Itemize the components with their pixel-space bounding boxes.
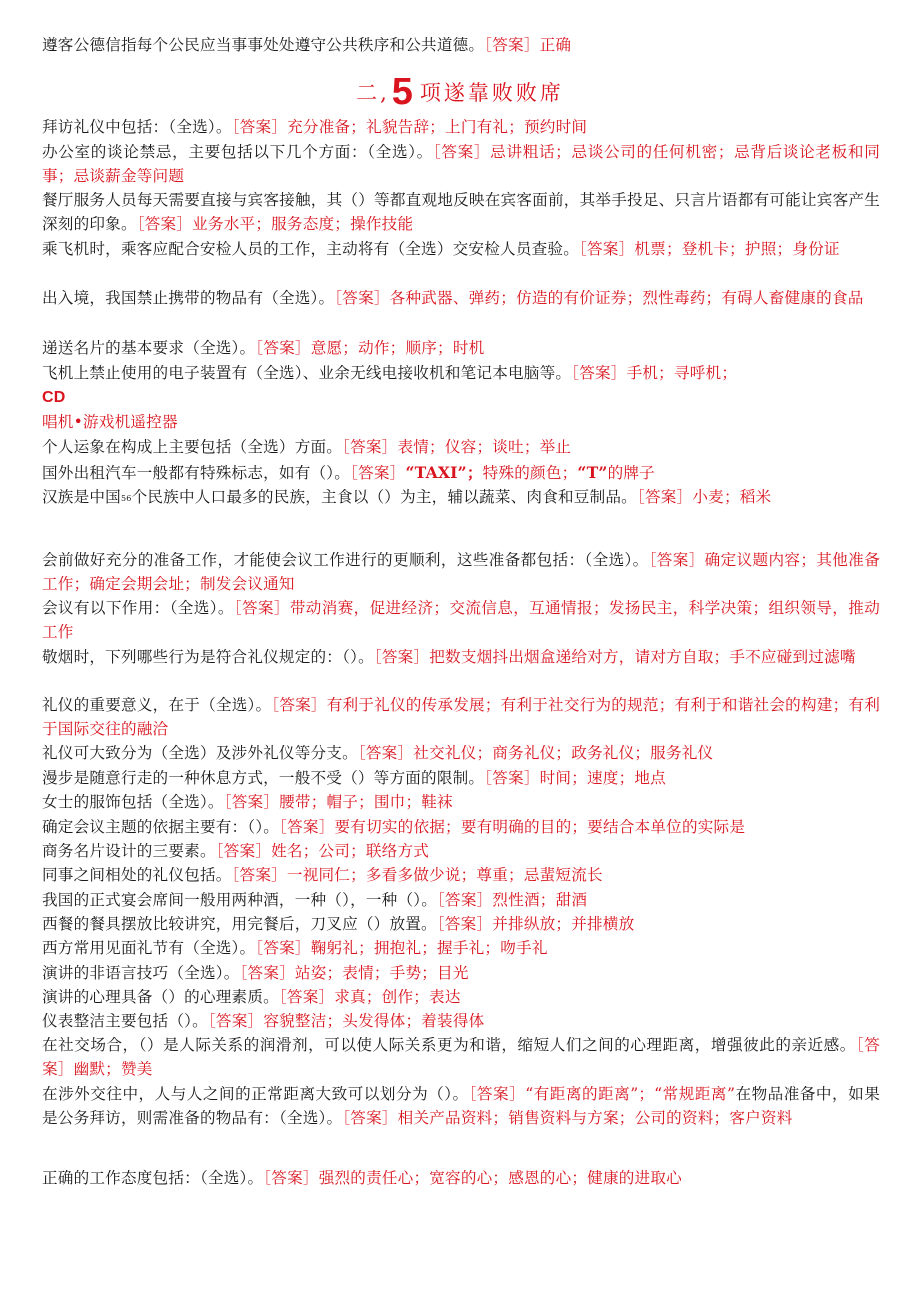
qa-line [42,362,880,386]
answer-text: 唱机•游戏机遥控器 [42,413,178,431]
answer-text: ［答案］求真；创作；表达 [278,988,461,1006]
answer-text: ［答案］业务水平；服务态度；操作技能 [136,214,414,233]
question-text: 会前做好充分的准备工作，才能使会议工作进行的更顺利，这些准备都包括：（全选）。 [42,551,649,569]
answer-text: ［答案］意愿；动作；顺序；时机 [255,339,485,357]
qa-line [42,986,880,1010]
answer-text: ［答案］各种武器、弹药；仿造的有价证券；烈性毒药；有碍人畜健康的食品 [334,289,864,307]
answer-text: ［答案］有利于礼仪的传承发展；有利于社交行为的规范；有利于和谐社会的构建；有利于国际交往的融洽 [42,696,880,738]
qa-line [42,962,880,986]
qa-line [42,913,880,937]
answer-text: ［答案］社交礼仪；商务礼仪；政务礼仪；服务礼仪 [357,744,714,762]
qa-line [42,597,880,644]
answer-part: 的牌子 [607,464,655,482]
answer-text: ［答案］机票；登机卡；护照；身份证 [579,240,840,258]
question-text: 在社交场合，（）是人际关系的润滑剂，可以使人际关系更为和谐，缩短人们之间的心理距离，增强彼此的亲近感。 [42,1036,856,1054]
qa-line-continuation [42,411,880,435]
qa-line [42,767,880,791]
question-text: 礼仪的重要意义，在于（全选）。 [42,696,272,714]
question-text: 仪表整洁主要包括（）。 [42,1012,208,1030]
answer-text: ［答案］鞠躬礼；拥抱礼；握手礼；吻手礼 [255,939,548,957]
question-text: 办公室的谈论禁忌，主要包括以下几个方面：（全选）。 [42,143,433,161]
answer-text: ［答案］幽默；赞美 [42,1036,880,1078]
qa-line [42,238,880,262]
answer-part: 特殊的颜色； [482,464,578,482]
qa-line [42,436,880,460]
answer-text: ［答案］容貌整洁；头发得体；着装得体 [207,1012,485,1030]
answer-text: ［答案］充分准备；礼貌告辞；上门有礼；预约时间 [231,118,588,136]
question-text: 确定会议主题的依据主要有：（）。 [42,818,280,836]
question-text: 汉族是中国 [42,488,121,506]
qa-line [42,816,880,840]
qa-line [42,864,880,888]
question-text: 遵客公德信指每个公民应当事事处处遵守公共秩序和公共道德。 [42,36,485,54]
answer-text: CD [42,389,66,406]
answer-text: ［答案］姓名；公司；联络方式 [215,842,430,860]
question-text: 我国的正式宴会席间一般用两种酒，一种（），一种（）。 [42,891,438,909]
qa-line [42,889,880,913]
answer-text: ［答案］要有切实的依据；要有明确的目的；要结合本单位的实际是 [279,818,746,836]
answer-text: ［答案］站姿；表情；手势；目光 [239,964,469,982]
qa-line [42,461,880,486]
qa-line [42,287,880,311]
qa-line [42,742,880,766]
question-text: 在物品准备中，如果是公务拜访，则需准备的物品有：（全选）。 [42,1085,880,1127]
answer-part: “TAXI”； [405,463,483,482]
qa-line [42,646,880,670]
answer-text: ［答案］手机；寻呼机； [571,364,738,382]
question-text: 敬烟时，下列哪些行为是符合礼仪规定的：（）。 [42,648,374,666]
answer-text: ［答案］确定议题内容；其他准备工作；确定会期会址；制发会议通知 [42,551,881,593]
answer-text: ［答案］把数支烟抖出烟盒递给对方，请对方自取；手不应碰到过滤嘴 [373,648,856,666]
qa-line [42,549,880,596]
question-text: 拜访礼仪中包括：（全选）。 [42,118,232,136]
answer-text: ［答案］“有距离的距离”；“常规距离” [468,1085,736,1103]
question-text: 出入境，我国禁止携带的物品有（全选）。 [42,289,335,307]
qa-line [42,1010,880,1034]
qa-line [42,694,880,741]
answer-text: ［答案］一视同仁；多看多做少说；尊重；忌蜚短流长 [231,866,603,884]
answer-text: ［答案］烈性酒；甜酒 [437,891,588,909]
qa-line [42,1034,880,1081]
answer-text: ［答案］时间；速度；地点 [484,769,666,787]
qa-line [42,337,880,361]
qa-line [42,840,880,864]
answer-text [350,464,655,482]
question-text: 西方常用见面礼节有（全选）。 [42,939,256,957]
question-text: 餐厅服务人员每天需要直接与宾客接触，其（）等都直观地反映在宾客面前，其举手投足、只言片语都有可能让宾客产生深刻的印象。 [42,191,880,233]
answer-text: ［答案］腰带；帽子；围巾；鞋袜 [223,793,453,811]
question-text: 国外出租汽车一般都有特殊标志，如有（）。 [42,464,351,482]
answer-part: “T” [577,463,608,482]
question-text: 飞机上禁止使用的电子装置有（全选）、业余无线电接收机和笔记本电脑等。 [42,364,572,382]
question-text: 个民族中人口最多的民族，主食以（）为主，辅以蔬菜、肉食和豆制品。 [131,488,637,506]
answer-text: ［答案］小麦；稻米 [636,488,772,506]
answer-text: ［答案］表情；仪容；谈吐；举止 [342,438,572,456]
question-text: 演讲的心理具备（）的心理素质。 [42,988,279,1006]
question-text: 漫步是随意行走的一种休息方式，一般不受（）等方面的限制。 [42,769,485,787]
question-text: 西餐的餐具摆放比较讲究，用完餐后，刀叉应（）放置。 [42,915,437,933]
heading-suffix: 项遂靠败败席 [419,81,564,105]
question-text: 商务名片设计的三要素。 [42,842,216,860]
answer-text: ［答案］强烈的责任心；宽容的心；感恩的心；健康的进取心 [263,1169,682,1187]
qa-line [42,141,880,188]
answer-text: ［答案］正确 [484,36,572,54]
answer-text: ［答案］带动消赛，促进经济；交流信息，互通情报；发扬民主，科学决策；组织领导，推动工作 [42,599,880,641]
answer-text: ［答案］忌讲粗话；忌谈公司的任何机密；忌背后谈论老板和同事；忌谈薪金等问题 [42,143,880,185]
question-text: 同事之间相处的礼仪包括。 [42,866,232,884]
question-text: 礼仪可大致分为（全选）及涉外礼仪等分支。 [42,744,358,762]
qa-line [42,486,880,511]
question-text: 正确的工作态度包括：（全选）。 [42,1169,264,1187]
qa-line [42,189,880,236]
heading-prefix: 二, [356,81,390,105]
heading-number: 5 [391,71,416,113]
qa-line [42,34,880,58]
question-text: 递送名片的基本要求（全选）。 [42,339,256,357]
qa-line [42,937,880,961]
section-heading [0,72,920,113]
qa-line [42,791,880,815]
qa-line [42,1167,880,1191]
qa-line [42,116,880,140]
qa-line [42,1083,880,1130]
small-number: 56 [120,494,132,503]
question-text: 演讲的非语言技巧（全选）。 [42,964,240,982]
question-text: 个人运象在构成上主要包括（全选）方面。 [42,438,343,456]
question-text: 乘飞机时，乘客应配合安检人员的工作，主动将有（全选）交安检人员查验。 [42,240,579,258]
question-text: 会议有以下作用：（全选）。 [42,599,234,617]
answer-text: ［答案］并排纵放；并排横放 [436,915,635,933]
question-text: 在涉外交往中，人与人之间的正常距离大致可以划分为（）。 [42,1085,469,1103]
answer-prefix: ［答案］ [350,464,406,482]
answer-text: ［答案］相关产品资料；销售资料与方案；公司的资料；客户资料 [342,1108,793,1127]
question-text: 女士的服饰包括（全选）。 [42,793,224,811]
qa-line-continuation [42,386,880,410]
